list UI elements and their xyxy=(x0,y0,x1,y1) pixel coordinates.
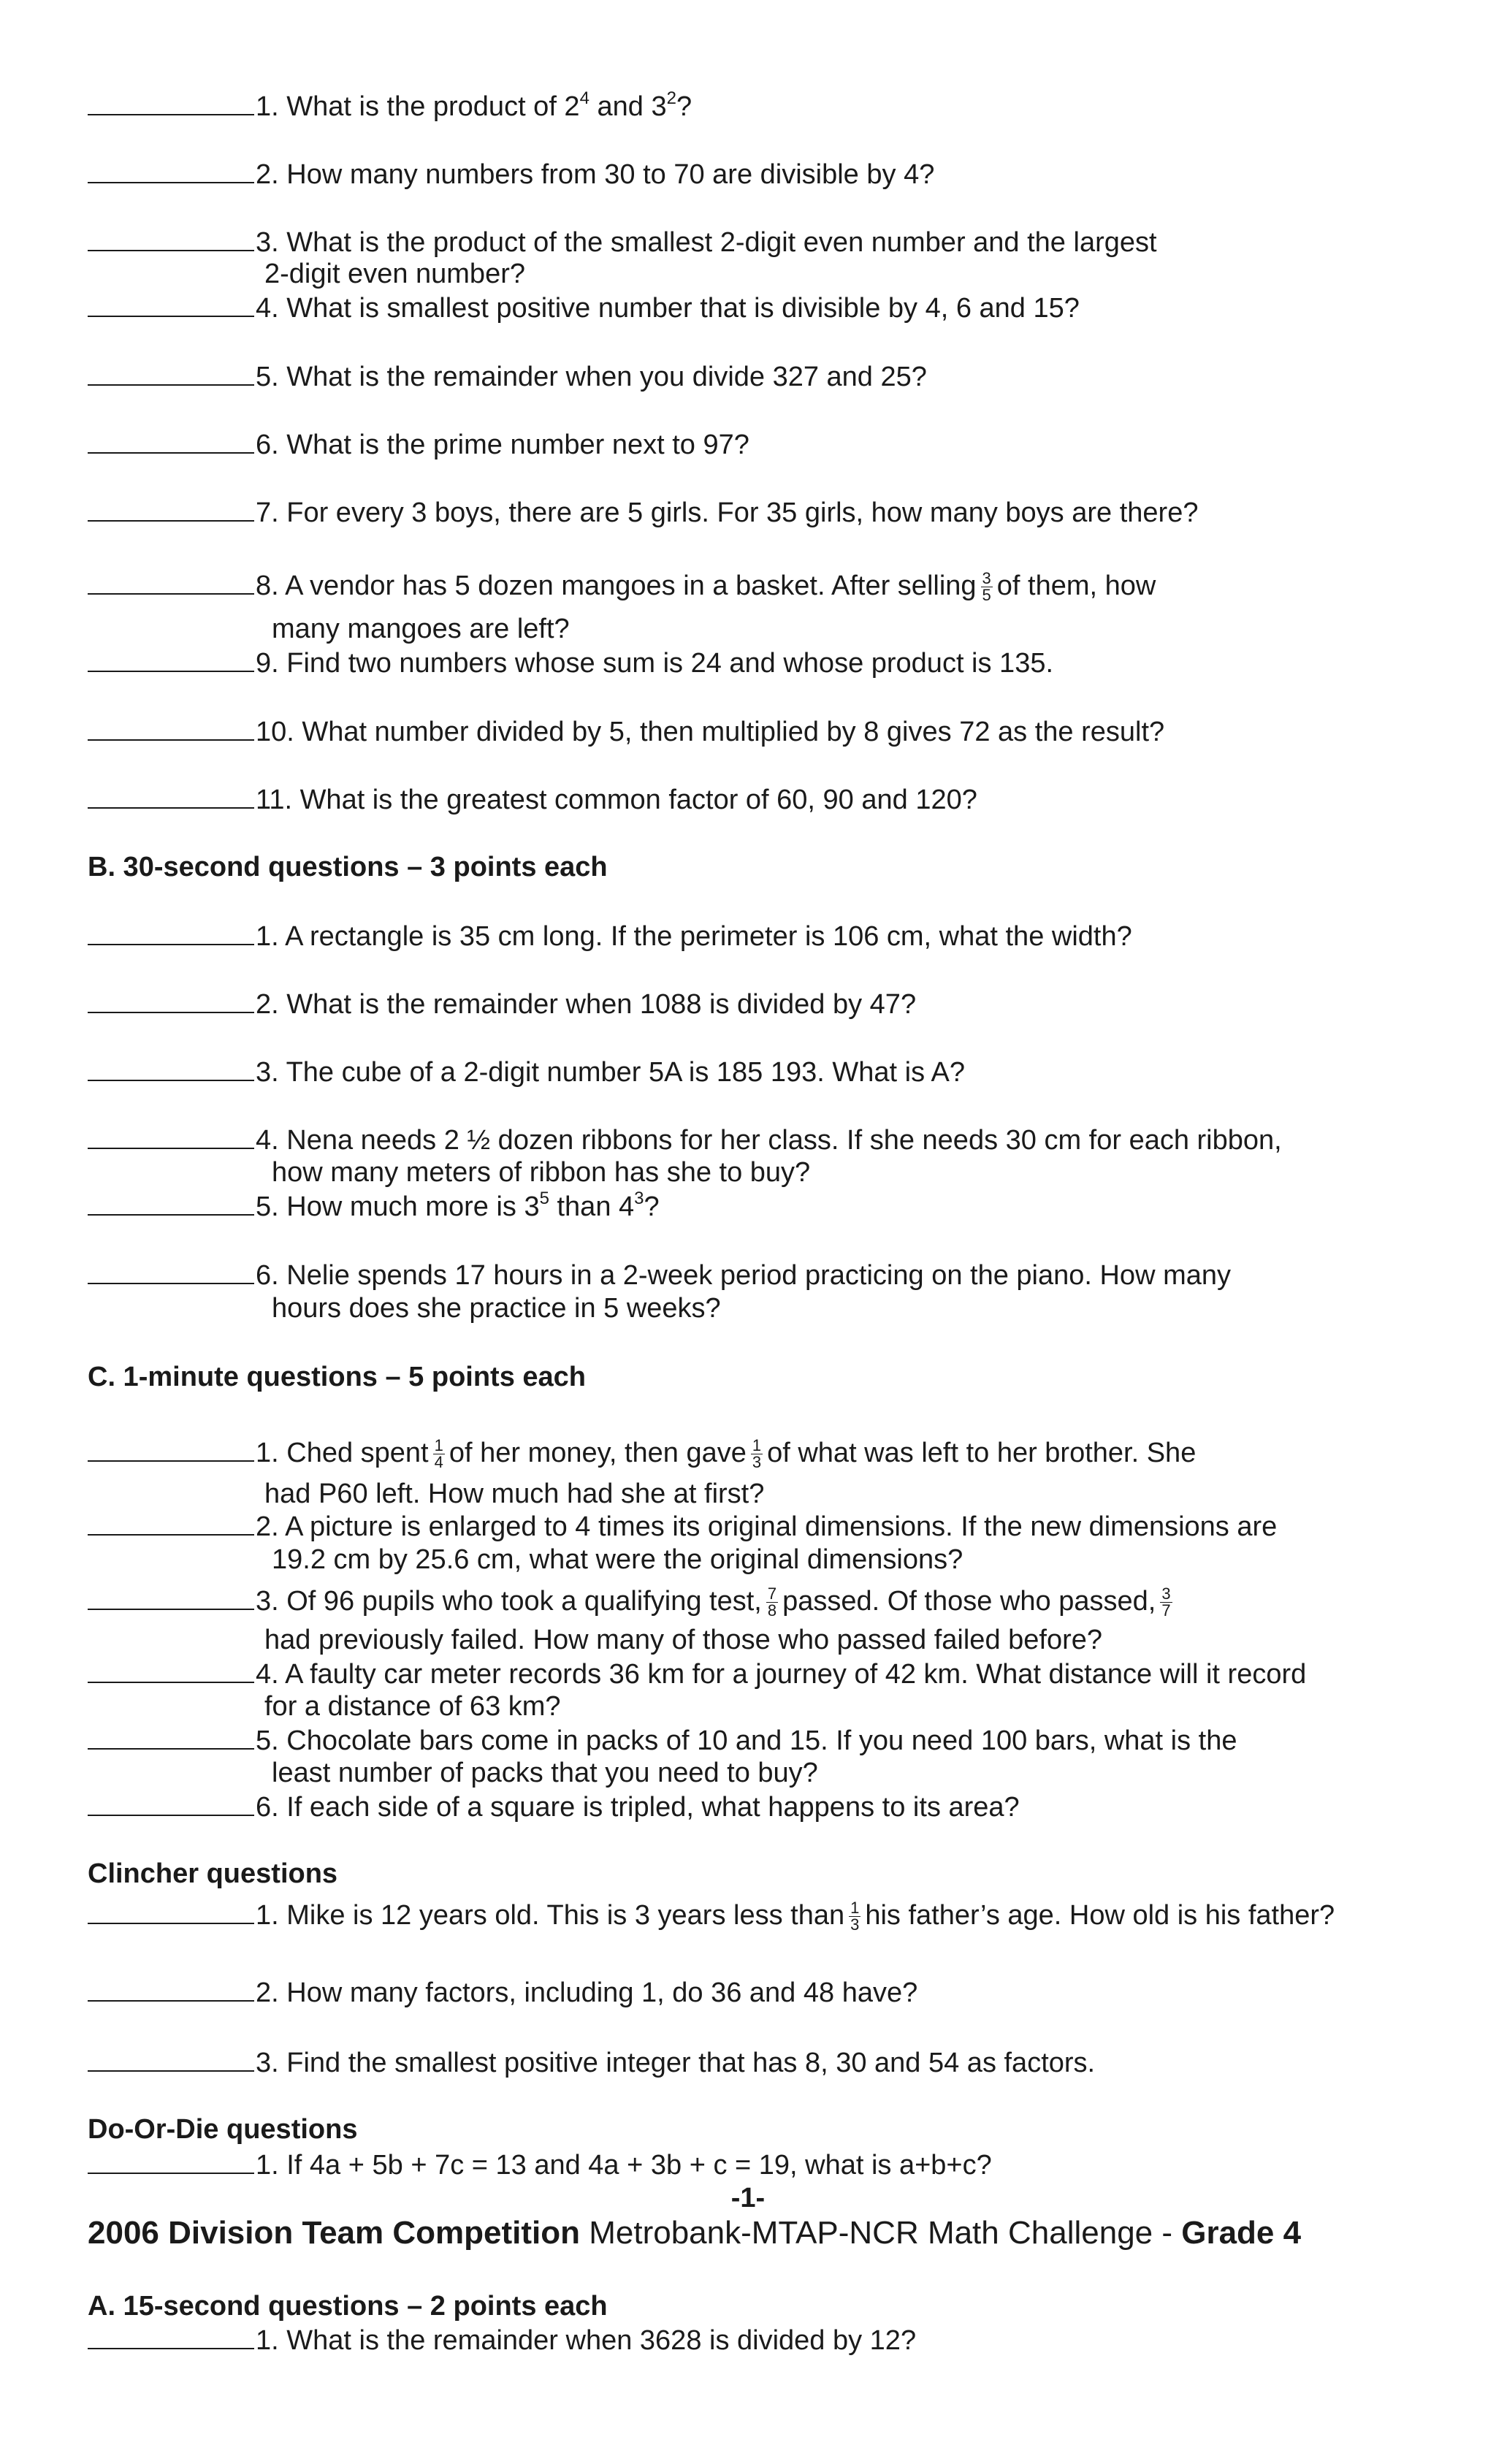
question-c5-continued: least number of packs that you need to buy? xyxy=(272,1758,818,1788)
question-a-new1: 1. What is the remainder when 3628 is divided by 12? xyxy=(88,2323,916,2357)
answer-blank[interactable] xyxy=(88,225,254,251)
answer-blank[interactable] xyxy=(88,1435,254,1462)
question-a6: 6. What is the prime number next to 97? xyxy=(88,427,749,462)
answer-blank[interactable] xyxy=(88,646,254,672)
question-clincher2: 2. How many factors, including 1, do 36 and 48 have? xyxy=(88,1975,917,2010)
question-a11: 11. What is the greatest common factor of 60, 90 and 120? xyxy=(88,782,977,817)
question-a3: 3. What is the product of the smallest 2-digit even number and the largest xyxy=(88,225,1157,259)
question-doordie1: 1. If 4a + 5b + 7c = 13 and 4a + 3b + c = 19, what is a+b+c? xyxy=(88,2148,992,2182)
question-c6: 6. If each side of a square is tripled, what happens to its area? xyxy=(88,1790,1020,1824)
fraction: $\frac{3}{5}$ xyxy=(982,569,991,605)
question-a8-continued: many mangoes are left? xyxy=(272,614,570,644)
question-b6: 6. Nelie spends 17 hours in a 2-week period practicing on the piano. How many xyxy=(88,1258,1231,1292)
question-c3-continued: had previously failed. How many of those who passed failed before? xyxy=(264,1625,1103,1655)
question-b6-continued: hours does she practice in 5 weeks? xyxy=(272,1293,721,1324)
answer-blank[interactable] xyxy=(88,1723,254,1750)
answer-blank[interactable] xyxy=(88,987,254,1013)
question-b2: 2. What is the remainder when 1088 is divided by 47? xyxy=(88,987,916,1021)
answer-blank[interactable] xyxy=(88,782,254,809)
question-a10: 10. What number divided by 5, then multiplied by 8 gives 72 as the result? xyxy=(88,714,1164,749)
question-c3: 3. Of 96 pupils who took a qualifying test, $\frac{7}{8}$ passed. Of those who passed, $\frac{3}{7}$ xyxy=(88,1584,1177,1619)
section-b-heading: B. 30-second questions – 3 points each xyxy=(88,852,608,882)
section-a-heading: A. 15-second questions – 2 points each xyxy=(88,2291,608,2322)
question-c2: 2. A picture is enlarged to 4 times its original dimensions. If the new dimensions are xyxy=(88,1509,1277,1544)
question-a5: 5. What is the remainder when you divide 327 and 25? xyxy=(88,359,927,394)
answer-blank[interactable] xyxy=(88,1975,254,2002)
question-a7: 7. For every 3 boys, there are 5 girls. For 35 girls, how many boys are there? xyxy=(88,495,1198,530)
question-clincher1: 1. Mike is 12 years old. This is 3 years less than $\frac{1}{3}$ his father’s age. How old is his father? xyxy=(88,1898,1335,1933)
question-c2-continued: 19.2 cm by 25.6 cm, what were the original dimensions? xyxy=(272,1544,963,1575)
question-clincher3: 3. Find the smallest positive integer that has 8, 30 and 54 as factors. xyxy=(88,2045,1095,2080)
answer-blank[interactable] xyxy=(88,919,254,945)
answer-blank[interactable] xyxy=(88,157,254,183)
question-b3: 3. The cube of a 2-digit number 5A is 185 193. What is A? xyxy=(88,1055,965,1089)
answer-blank[interactable] xyxy=(88,2148,254,2174)
answer-blank[interactable] xyxy=(88,89,254,115)
answer-blank[interactable] xyxy=(88,714,254,741)
question-b4-continued: how many meters of ribbon has she to buy? xyxy=(272,1157,811,1188)
answer-blank[interactable] xyxy=(88,1189,254,1216)
fraction: $\frac{1}{3}$ xyxy=(850,1899,860,1934)
answer-blank[interactable] xyxy=(88,1509,254,1536)
question-a3-continued: 2-digit even number? xyxy=(264,259,525,289)
answer-blank[interactable] xyxy=(88,2323,254,2349)
fraction: $\frac{7}{8}$ xyxy=(767,1584,777,1620)
clincher-heading: Clincher questions xyxy=(88,1858,338,1889)
answer-blank[interactable] xyxy=(88,359,254,386)
question-c1-continued: had P60 left. How much had she at first? xyxy=(264,1479,765,1509)
answer-blank[interactable] xyxy=(88,568,254,595)
question-a9: 9. Find two numbers whose sum is 24 and whose product is 135. xyxy=(88,646,1053,680)
answer-blank[interactable] xyxy=(88,1898,254,1924)
answer-blank[interactable] xyxy=(88,1790,254,1816)
answer-blank[interactable] xyxy=(88,427,254,454)
answer-blank[interactable] xyxy=(88,291,254,317)
answer-blank[interactable] xyxy=(88,1258,254,1284)
question-c5: 5. Chocolate bars come in packs of 10 and 15. If you need 100 bars, what is the xyxy=(88,1723,1237,1758)
question-a4: 4. What is smallest positive number that is divisible by 4, 6 and 15? xyxy=(88,291,1080,325)
question-b4: 4. Nena needs 2 ½ dozen ribbons for her class. If she needs 30 cm for each ribbon, xyxy=(88,1123,1282,1157)
question-c1: 1. Ched spent $\frac{1}{4}$ of her money, then gave $\frac{1}{3}$ of what was left to her brother. She xyxy=(88,1435,1196,1471)
question-c4-continued: for a distance of 63 km? xyxy=(264,1691,561,1722)
answer-blank[interactable] xyxy=(88,495,254,522)
fraction: $\frac{1}{3}$ xyxy=(752,1436,762,1472)
question-a1: 1. What is the product of $2^4$ and $3^2$? xyxy=(88,89,692,123)
doordie-heading: Do-Or-Die questions xyxy=(88,2114,358,2145)
competition-title: 2006 Division Team Competition Metrobank-MTAP-NCR Math Challenge - Grade 4 xyxy=(88,2215,1302,2251)
fraction: $\frac{1}{4}$ xyxy=(434,1436,443,1472)
fraction: $\frac{3}{7}$ xyxy=(1161,1584,1171,1620)
question-b1: 1. A rectangle is 35 cm long. If the perimeter is 106 cm, what the width? xyxy=(88,919,1132,953)
question-c4: 4. A faulty car meter records 36 km for a journey of 42 km. What distance will it record xyxy=(88,1657,1306,1691)
question-a2: 2. How many numbers from 30 to 70 are divisible by 4? xyxy=(88,157,934,191)
answer-blank[interactable] xyxy=(88,1123,254,1149)
section-c-heading: C. 1-minute questions – 5 points each xyxy=(88,1362,587,1392)
answer-blank[interactable] xyxy=(88,1657,254,1683)
question-a8: 8. A vendor has 5 dozen mangoes in a basket. After selling $\frac{3}{5}$ of them, how xyxy=(88,568,1156,603)
answer-blank[interactable] xyxy=(88,1055,254,1081)
question-b5: 5. How much more is $3^5$ than $4^3$? xyxy=(88,1189,660,1224)
answer-blank[interactable] xyxy=(88,2045,254,2072)
answer-blank[interactable] xyxy=(88,1584,254,1610)
page-number: -1- xyxy=(730,2183,766,2213)
